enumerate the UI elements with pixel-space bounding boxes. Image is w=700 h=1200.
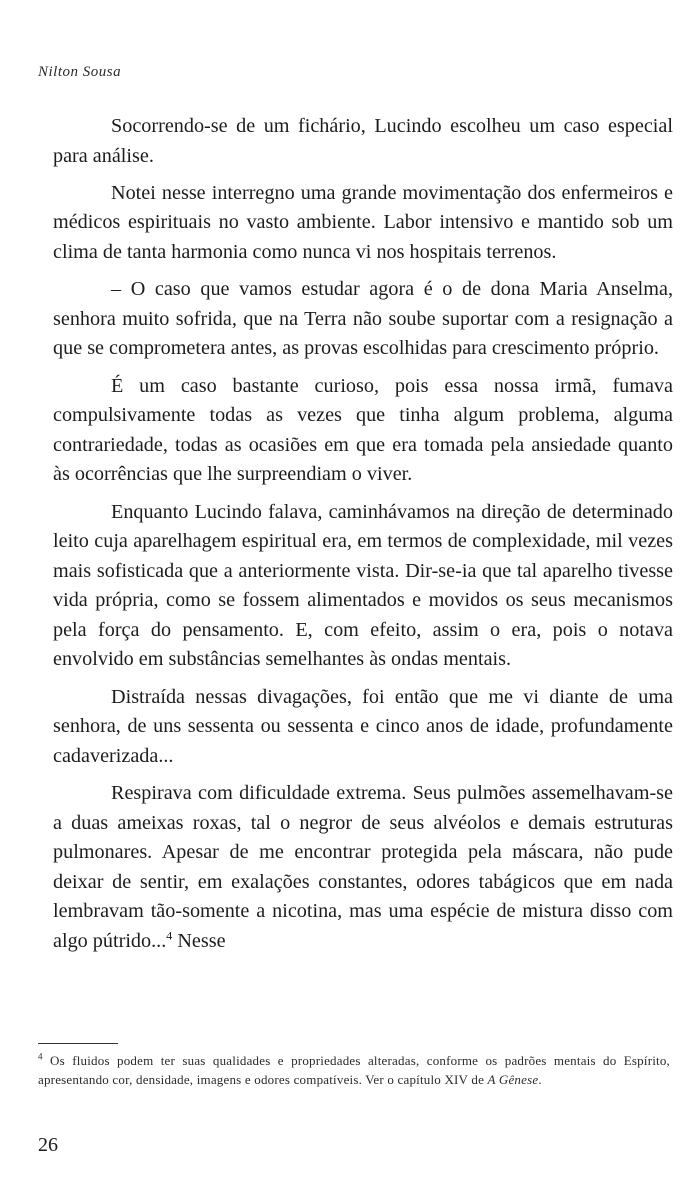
- paragraph: É um caso bastante curioso, pois essa nossa irmã, fumava compulsivamente todas as vezes que tinha algum problema, alguma contrariedade, todas as ocasiões em que era tomada pela ansiedade quanto às ocorrências que lhe surpreendiam o viver.: [53, 374, 673, 486]
- footnote-text: Os fluidos podem ter suas qualidades e propriedades alteradas, conforme os padrões mentais do Espírito, apresentando cor, densidade, imagens e odores compatíveis. Ver o capítulo XIV de: [38, 1053, 670, 1087]
- paragraph-text: Respirava com dificuldade extrema. Seus pulmões assemelhavam-se a duas ameixas roxas, tal o negror de seus alvéolos e demais estruturas pulmonares. Apesar de me encontrar protegida pela máscara, não pude deixar de sentir, em exalações constantes, odores tabágicos que em nada lembravam tão-somente a nicotina, mas uma espécie de mistura disso com algo pútrido...: [53, 782, 673, 952]
- running-head: Nilton Sousa: [38, 64, 122, 80]
- paragraph: Enquanto Lucindo falava, caminhávamos na direção de determinado leito cuja aparelhagem espiritual era, em termos de complexidade, mil vezes mais sofisticada que a anteriormente vista. Dir-se-ia que tal aparelho tivesse vida própria, como se fossem alimentados e movidos os seus mecanismos pela força do pensamento. E, com efeito, assim o era, pois o notava envolvido em substâncias semelhantes às ondas mentais.: [53, 500, 673, 671]
- footnote-reference[interactable]: 4: [166, 928, 173, 943]
- footnote: [38, 1052, 670, 1089]
- body-text: [53, 112, 673, 957]
- footnote-mark: 4: [38, 1051, 43, 1062]
- paragraph: Socorrendo-se de um fichário, Lucindo escolheu um caso especial para análise.: [53, 115, 673, 167]
- paragraph: Distraída nessas divagações, foi então que me vi diante de uma senhora, de uns sessenta ou sessenta e cinco anos de idade, profundamente cadaverizada...: [53, 685, 673, 767]
- paragraph: Notei nesse interregno uma grande movimentação dos enfermeiros e médicos espirituais no vasto ambiente. Labor intensivo e mantido sob um clima de tanta harmonia como nunca vi nos hospitais terrenos.: [53, 181, 673, 263]
- footnote-end: .: [538, 1071, 542, 1087]
- page-number: 26: [38, 1134, 58, 1156]
- paragraph-tail: Nesse: [172, 930, 226, 952]
- paragraph-last: [53, 779, 673, 957]
- footnote-divider: [38, 1043, 118, 1044]
- paragraph: – O caso que vamos estudar agora é o de dona Maria Anselma, senhora muito sofrida, que na Terra não soube suportar com a resignação a que se comprometera antes, as provas escolhidas para crescimento próprio.: [53, 278, 673, 360]
- footnote-book-title: A Gênese: [487, 1071, 539, 1087]
